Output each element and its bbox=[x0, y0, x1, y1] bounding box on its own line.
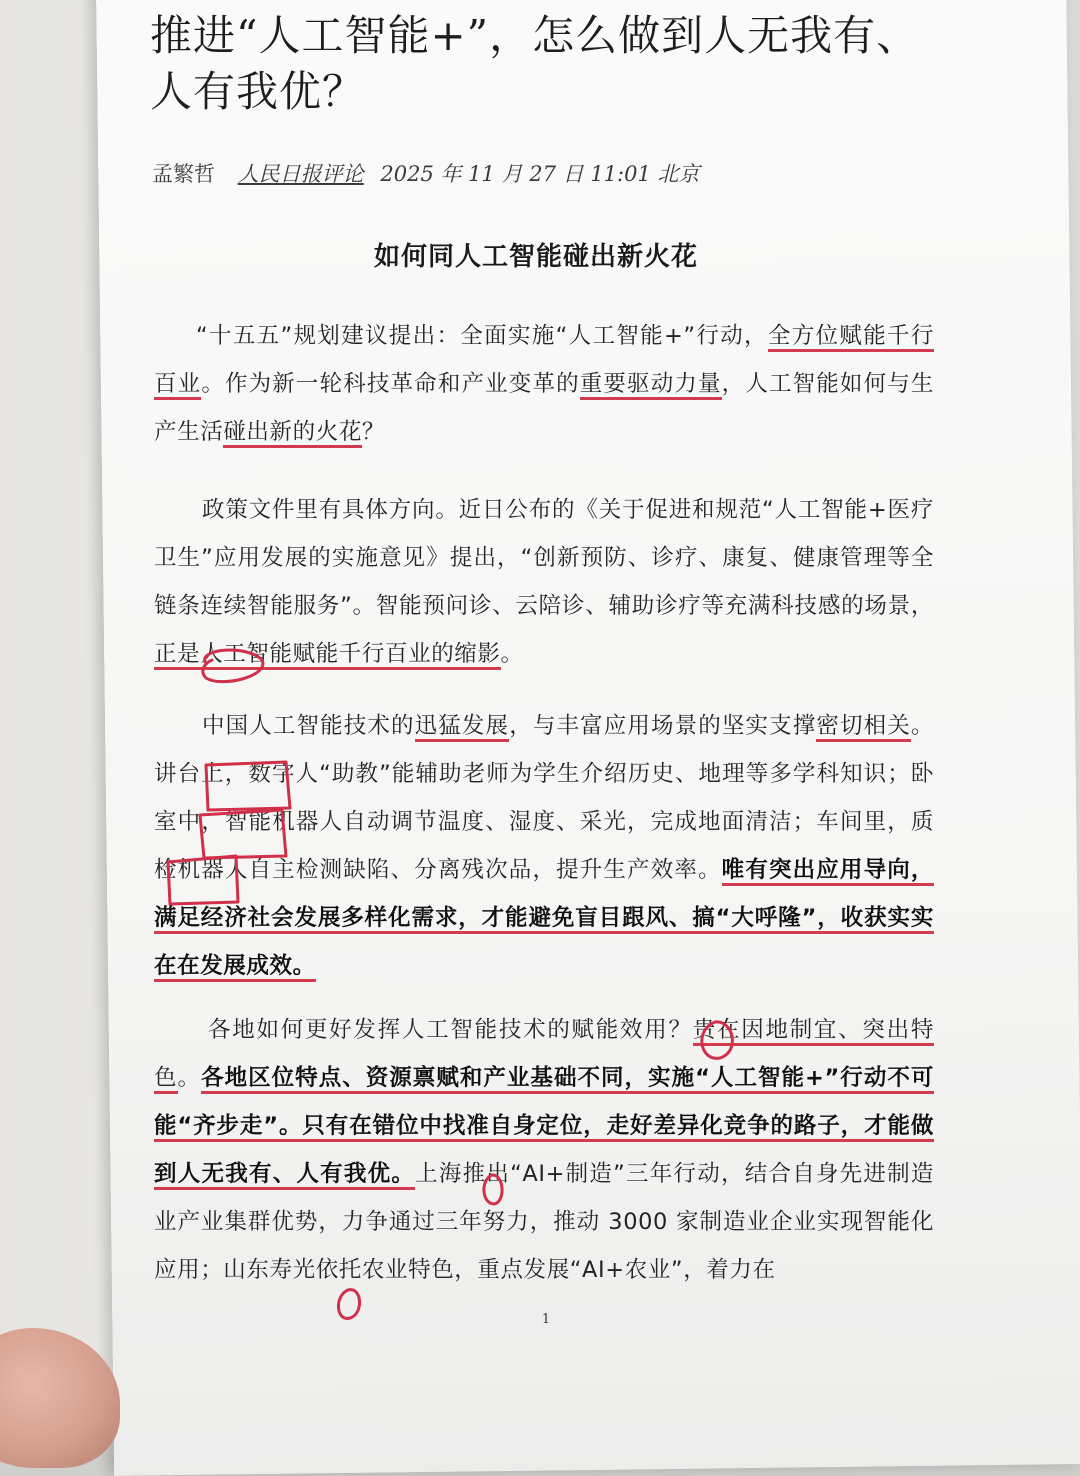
p2-text-a: 政策文件里有具体方向。近日公布的《关于促进和规范“人工智能+医疗卫生”应用发展的实施意见》提出，“创新预防、诊疗、康复、健康管理等全链条连续智能服务”。智能预问诊、云陪诊、辅助诊疗等充满科技感的 bbox=[154, 497, 934, 619]
p3-boxed-j: 车间里 bbox=[815, 809, 888, 835]
page-number: 1 bbox=[541, 1312, 551, 1327]
paragraph-1 bbox=[154, 312, 934, 456]
p3-text-c: ，与丰富应用场景的坚实支撑 bbox=[509, 713, 817, 739]
p1-text-e: ，人工智能如何与生产生活 bbox=[154, 371, 934, 445]
p3-text-k: ，质检机器人自主检测缺陷、分离残次品，提升生产效率。 bbox=[154, 809, 935, 883]
article-title bbox=[150, 8, 1010, 120]
p4-bold-d: 各地区位特点、资源禀赋和产业基础不同，实施“人工智能+”行动不可能“齐步走”。只有在错位中找准自身定位，走好差异化竞争的路子，才能做到人无我有、人有我优。 bbox=[154, 1065, 934, 1190]
title-line-1: 推进“人工智能+”，怎么做到人无我有、 bbox=[150, 10, 920, 60]
p1-text-g: ？ bbox=[361, 419, 386, 445]
p3-underline-d: 密切相关 bbox=[816, 713, 911, 742]
p1-underline-b: 全方位赋能千行百业 bbox=[154, 323, 934, 400]
p2-underline-d: 正是人工智能赋能千行百业的缩影 bbox=[154, 641, 501, 670]
p3-text-g: ，数字人“助教”能辅助老师为学生介绍历史、地理等多学科知识； bbox=[224, 761, 911, 787]
p1-text-a: “十五五”规划建议提出：全面实施“人工智能+”行动， bbox=[196, 323, 768, 349]
printed-page bbox=[96, 0, 1080, 1476]
p4-text-e: 上海推出“AI+制造”三年行动，结合自身先进制造业产业集群优势，力争通过三年努力，推动 3000 家制造业企业实现智能化应用；山东寿光依托农业特色，重点发展“AI+农业”，着力在 bbox=[154, 1161, 934, 1283]
byline bbox=[152, 158, 700, 188]
p1-text-c: 。作为新一轮科技革命和产业变革的 bbox=[201, 371, 580, 397]
p3-text-e: 。 bbox=[910, 713, 934, 739]
source-link[interactable]: 人民日报评论 bbox=[237, 162, 364, 186]
p3-bold-l: 唯有突出应用导向，满足经济社会发展多样化需求，才能避免盲目跟风、搞“大呼隆”，收获实实在在发展成效。 bbox=[154, 857, 934, 982]
paragraph-4 bbox=[154, 1006, 934, 1294]
p1-underline-d: 重要驱动力量 bbox=[580, 371, 722, 400]
p2-circled-b: 场景 bbox=[864, 593, 911, 619]
p4-underline-b: 贵在因地制宜、突出特色 bbox=[154, 1017, 934, 1094]
publish-datetime: 2025 年 11 月 27 日 11:01 北京 bbox=[380, 162, 700, 186]
p2-text-e: 。 bbox=[500, 641, 524, 667]
p2-text-c: ， bbox=[910, 593, 934, 619]
p4-text-c: 。 bbox=[177, 1065, 202, 1091]
section-heading: 如何同人工智能碰出新火花 bbox=[373, 241, 698, 272]
p3-text-i: ，智能机器人自动调节温度、湿度、采光，完成地面清洁； bbox=[201, 809, 816, 835]
paragraph-2 bbox=[154, 486, 934, 678]
author-name: 孟繁哲 bbox=[152, 162, 215, 186]
paragraph-3 bbox=[154, 702, 934, 990]
p1-underline-f: 碰出新的火花 bbox=[223, 419, 362, 448]
p4-text-a: 各地如何更好发挥人工智能技术的赋能效用？ bbox=[208, 1017, 693, 1043]
p3-boxed-h: 卧室中 bbox=[154, 761, 934, 835]
p3-text-a: 中国人工智能技术的 bbox=[202, 713, 415, 739]
p3-underline-b: 迅猛发展 bbox=[415, 713, 510, 742]
p3-boxed-f: 讲台上 bbox=[154, 761, 225, 787]
title-line-2: 人有我优？ bbox=[150, 67, 366, 116]
